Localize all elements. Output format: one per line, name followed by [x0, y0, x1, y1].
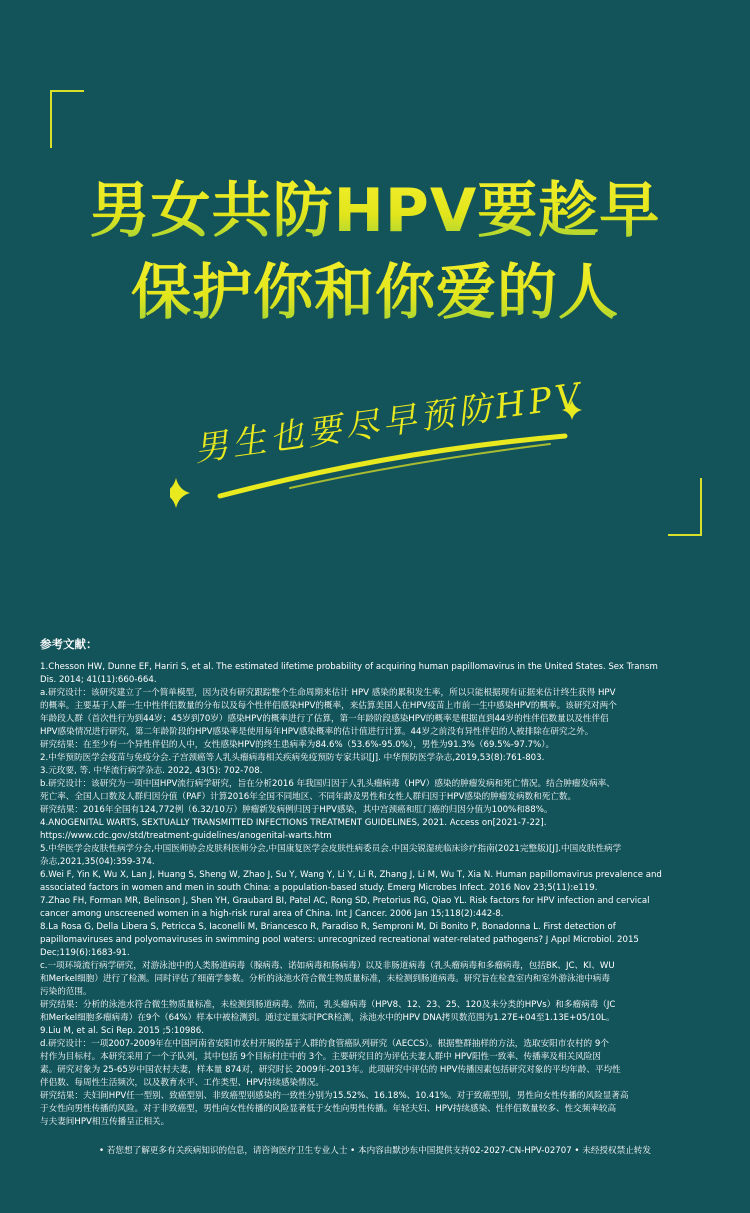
reference-line: 6.Wei F, Yin K, Wu X, Lan J, Huang S, Sheng W, Zhao J, Su Y, Wang Y, Li Y, Li R, Zhang J, Li M, Wu T, Xia N. Human papillomavirus prevalence and: [40, 870, 662, 880]
corner-frame-top-left: [50, 90, 84, 148]
reference-line: 研究结果：2016年全国有124,772例（6.32/10万）肿瘤新发病例归因于HPV感染，其中宫颈癌和肛门癌的归因分值为100%和88%。: [40, 805, 553, 815]
reference-line: 与夫妻间HPV相互传播呈正相关。: [40, 1117, 170, 1127]
reference-line: 研究结果：分析的泳池水符合微生物质量标准，未检测到肠道病毒。然而，乳头瘤病毒（HPV8、12、23、25、120及未分类的HPVs）和多瘤病毒（JC: [40, 1000, 616, 1010]
corner-frame-bottom-right: [668, 478, 702, 536]
headline-line-1: 男女共防HPV要趁早: [0, 176, 750, 246]
reference-line: 污染的范围。: [40, 987, 92, 997]
reference-line: 1.Chesson HW, Dunne EF, Hariri S, et al. The estimated lifetime probability of acquiring human papillomavirus in the United States. Sex Transm: [40, 662, 658, 672]
reference-line: Dis. 2014; 41(11):660-664.: [40, 675, 157, 685]
references-list: [40, 661, 712, 1129]
reference-line: 7.Zhao FH, Forman MR, Belinson J, Shen YH, Graubard BI, Patel AC, Rong SD, Pretorius RG, Qiao YL. Risk factors for HPV infection and cervical: [40, 896, 650, 906]
references-section: [40, 636, 712, 1129]
reference-line: 于女性向男性传播的风险。对于非致癌型，男性向女性传播的风险显著低于女性向男性传播。年轻夫妇、HPV持续感染、性伴侣数量较多、性交频率较高: [40, 1104, 617, 1114]
reference-line: 研究结果：夫妇间HPV任一型别、致癌型别、非致癌型别感染的一致性分别为15.52%、16.18%、10.41%。对于致癌型别，男性向女性传播的风险显著高: [40, 1091, 629, 1101]
reference-line: 素。研究对象为 25-65岁中国农村夫妻，样本量 874对，研究时长 2009年-2013年。此项研究中评估的 HPV传播因素包括研究对象的平均年龄、平均性: [40, 1065, 621, 1075]
references-heading: 参考文献：: [40, 637, 98, 651]
headline-line-2: 保护你和你爱的人: [0, 258, 750, 328]
reference-line: b.研究设计：该研究为一项中国HPV流行病学研究，旨在分析2016 年我国归因于人乳头瘤病毒（HPV）感染的肿瘤发病和死亡情况。结合肿瘤发病率、: [40, 779, 615, 789]
reference-line: 2.中华预防医学会疫苗与免疫分会.子宫颈癌等人乳头瘤病毒相关疾病免疫预防专家共识[J]. 中华预防医学杂志,2019,53(8):761-803.: [40, 753, 545, 763]
reference-line: 杂志,2021,35(04):359-374.: [40, 857, 155, 867]
reference-line: 伴侣数、每周性生活频次，以及教育水平、工作类型、HPV持续感染情况。: [40, 1078, 324, 1088]
reference-line: a.研究设计：该研究建立了一个简单模型，因为没有研究跟踪整个生命周期来估计 HPV 感染的累积发生率，所以只能根据现有证据来估计终生获得 HPV: [40, 688, 616, 698]
reference-line: 4.ANOGENITAL WARTS, SEXTUALLY TRANSMITTED INFECTIONS TREATMENT GUIDELINES, 2021. Access on[2021-7-22].: [40, 818, 547, 828]
reference-line: c.一项环境流行病学研究，对游泳池中的人类肠道病毒（腺病毒、诺如病毒和肠病毒）以及非肠道病毒（乳头瘤病毒和多瘤病毒，包括BK、JC、KI、WU: [40, 961, 615, 971]
handwritten-slogan: 男生也要尽早预防HPV: [191, 375, 587, 470]
reference-line: 8.La Rosa G, Della Libera S, Petricca S, Iaconelli M, Briancesco R, Paradiso R, Semproni M, Di Bonito P, Bonadonna L. First detection of: [40, 922, 616, 932]
reference-line: 研究结果：在至少有一个异性伴侣的人中，女性感染HPV的终生患病率为84.6%（53.6%-95.0%），男性为91.3%（69.5%-97.7%）。: [40, 740, 555, 750]
reference-line: 3.元玫要, 等. 中华流行病学杂志. 2022, 43(5): 702-708.: [40, 766, 263, 776]
footer-disclaimer: • 若您想了解更多有关疾病知识的信息，请咨询医疗卫生专业人士 • 本内容由默沙东中国提供支持02-2027-CN-HPV-02707 • 未经授权禁止转发: [99, 1146, 651, 1156]
reference-line: 的概率。主要基于人群一生中性伴侣数量的分布以及每个性伴侣感染HPV的概率，来估算美国人在HPV疫苗上市前一生中感染HPV的概率。该研究对两个: [40, 701, 617, 711]
reference-line: 9.Liu M, et al. Sci Rep. 2015 ;5:10986.: [40, 1026, 204, 1036]
reference-line: papillomaviruses and polyomaviruses in swimming pool waters: unrecognized recreational water-related pathogens? J Appl Microbiol. 2015: [40, 935, 639, 945]
reference-line: 年龄段人群（首次性行为到44岁；45岁到70岁）感染HPV的概率进行了估算，第一年龄阶段感染HPV的概率是根据直到44岁的性伴侣数量以及性伴侣: [40, 714, 609, 724]
reference-line: HPV感染情况进行研究，第二年龄阶段的HPV感染率是使用每年HPV感染概率的估计值进行计算。44岁之前没有异性伴侣的人被排除在研究之外。: [40, 727, 594, 737]
reference-line: 5.中华医学会皮肤性病学分会,中国医师协会皮肤科医师分会,中国康复医学会皮肤性病委员会.中国尖锐湿疣临床诊疗指南(2021完整版)[J].中国皮肤性病学: [40, 844, 622, 854]
reference-line: 和Merkel细胞）进行了检测。同时评估了细菌学参数。分析的泳池水符合微生物质量标准，未检测到肠道病毒。研究旨在检查室内和室外游泳池中病毒: [40, 974, 610, 984]
reference-line: 和Merkel细胞多瘤病毒）在9个（64%）样本中被检测到。通过定量实时PCR检测，泳池水中的HPV DNA拷贝数范围为1.27E+04至1.13E+05/10L。: [40, 1013, 615, 1023]
reference-line: 村作为目标村。本研究采用了一个子队列，其中包括 9个目标村庄中的 3个。主要研究目的为评估夫妻人群中 HPV阳性一致率、传播率及相关风险因: [40, 1052, 601, 1062]
sparkle-icon: [170, 478, 190, 508]
reference-line: 死亡率、全国人口数及人群归因分值（PAF）计算2016年全国不同地区、不同年龄及男性和女性人群归因于HPV感染的肿瘤发病数和死亡数。: [40, 792, 577, 802]
reference-line: https://www.cdc.gov/std/treatment-guidelines/anogenital-warts.htm: [40, 831, 332, 841]
reference-line: d.研究设计：一项2007-2009年在中国河南省安阳市农村开展的基于人群的食管癌队列研究（AECCS）。根据整群抽样的方法，选取安阳市农村的 9个: [40, 1039, 609, 1049]
slogan-block: [170, 375, 590, 520]
reference-line: cancer among unscreened women in a high-risk rural area of China. Int J Cancer. 2006 Jan 15;118(2):442-8.: [40, 909, 504, 919]
reference-line: Dec;119(6):1683-91.: [40, 948, 130, 958]
reference-line: associated factors in women and men in south China: a population-based study. Emerg Microbes Infect. 2016 Nov 23;5(11):e119.: [40, 883, 598, 893]
